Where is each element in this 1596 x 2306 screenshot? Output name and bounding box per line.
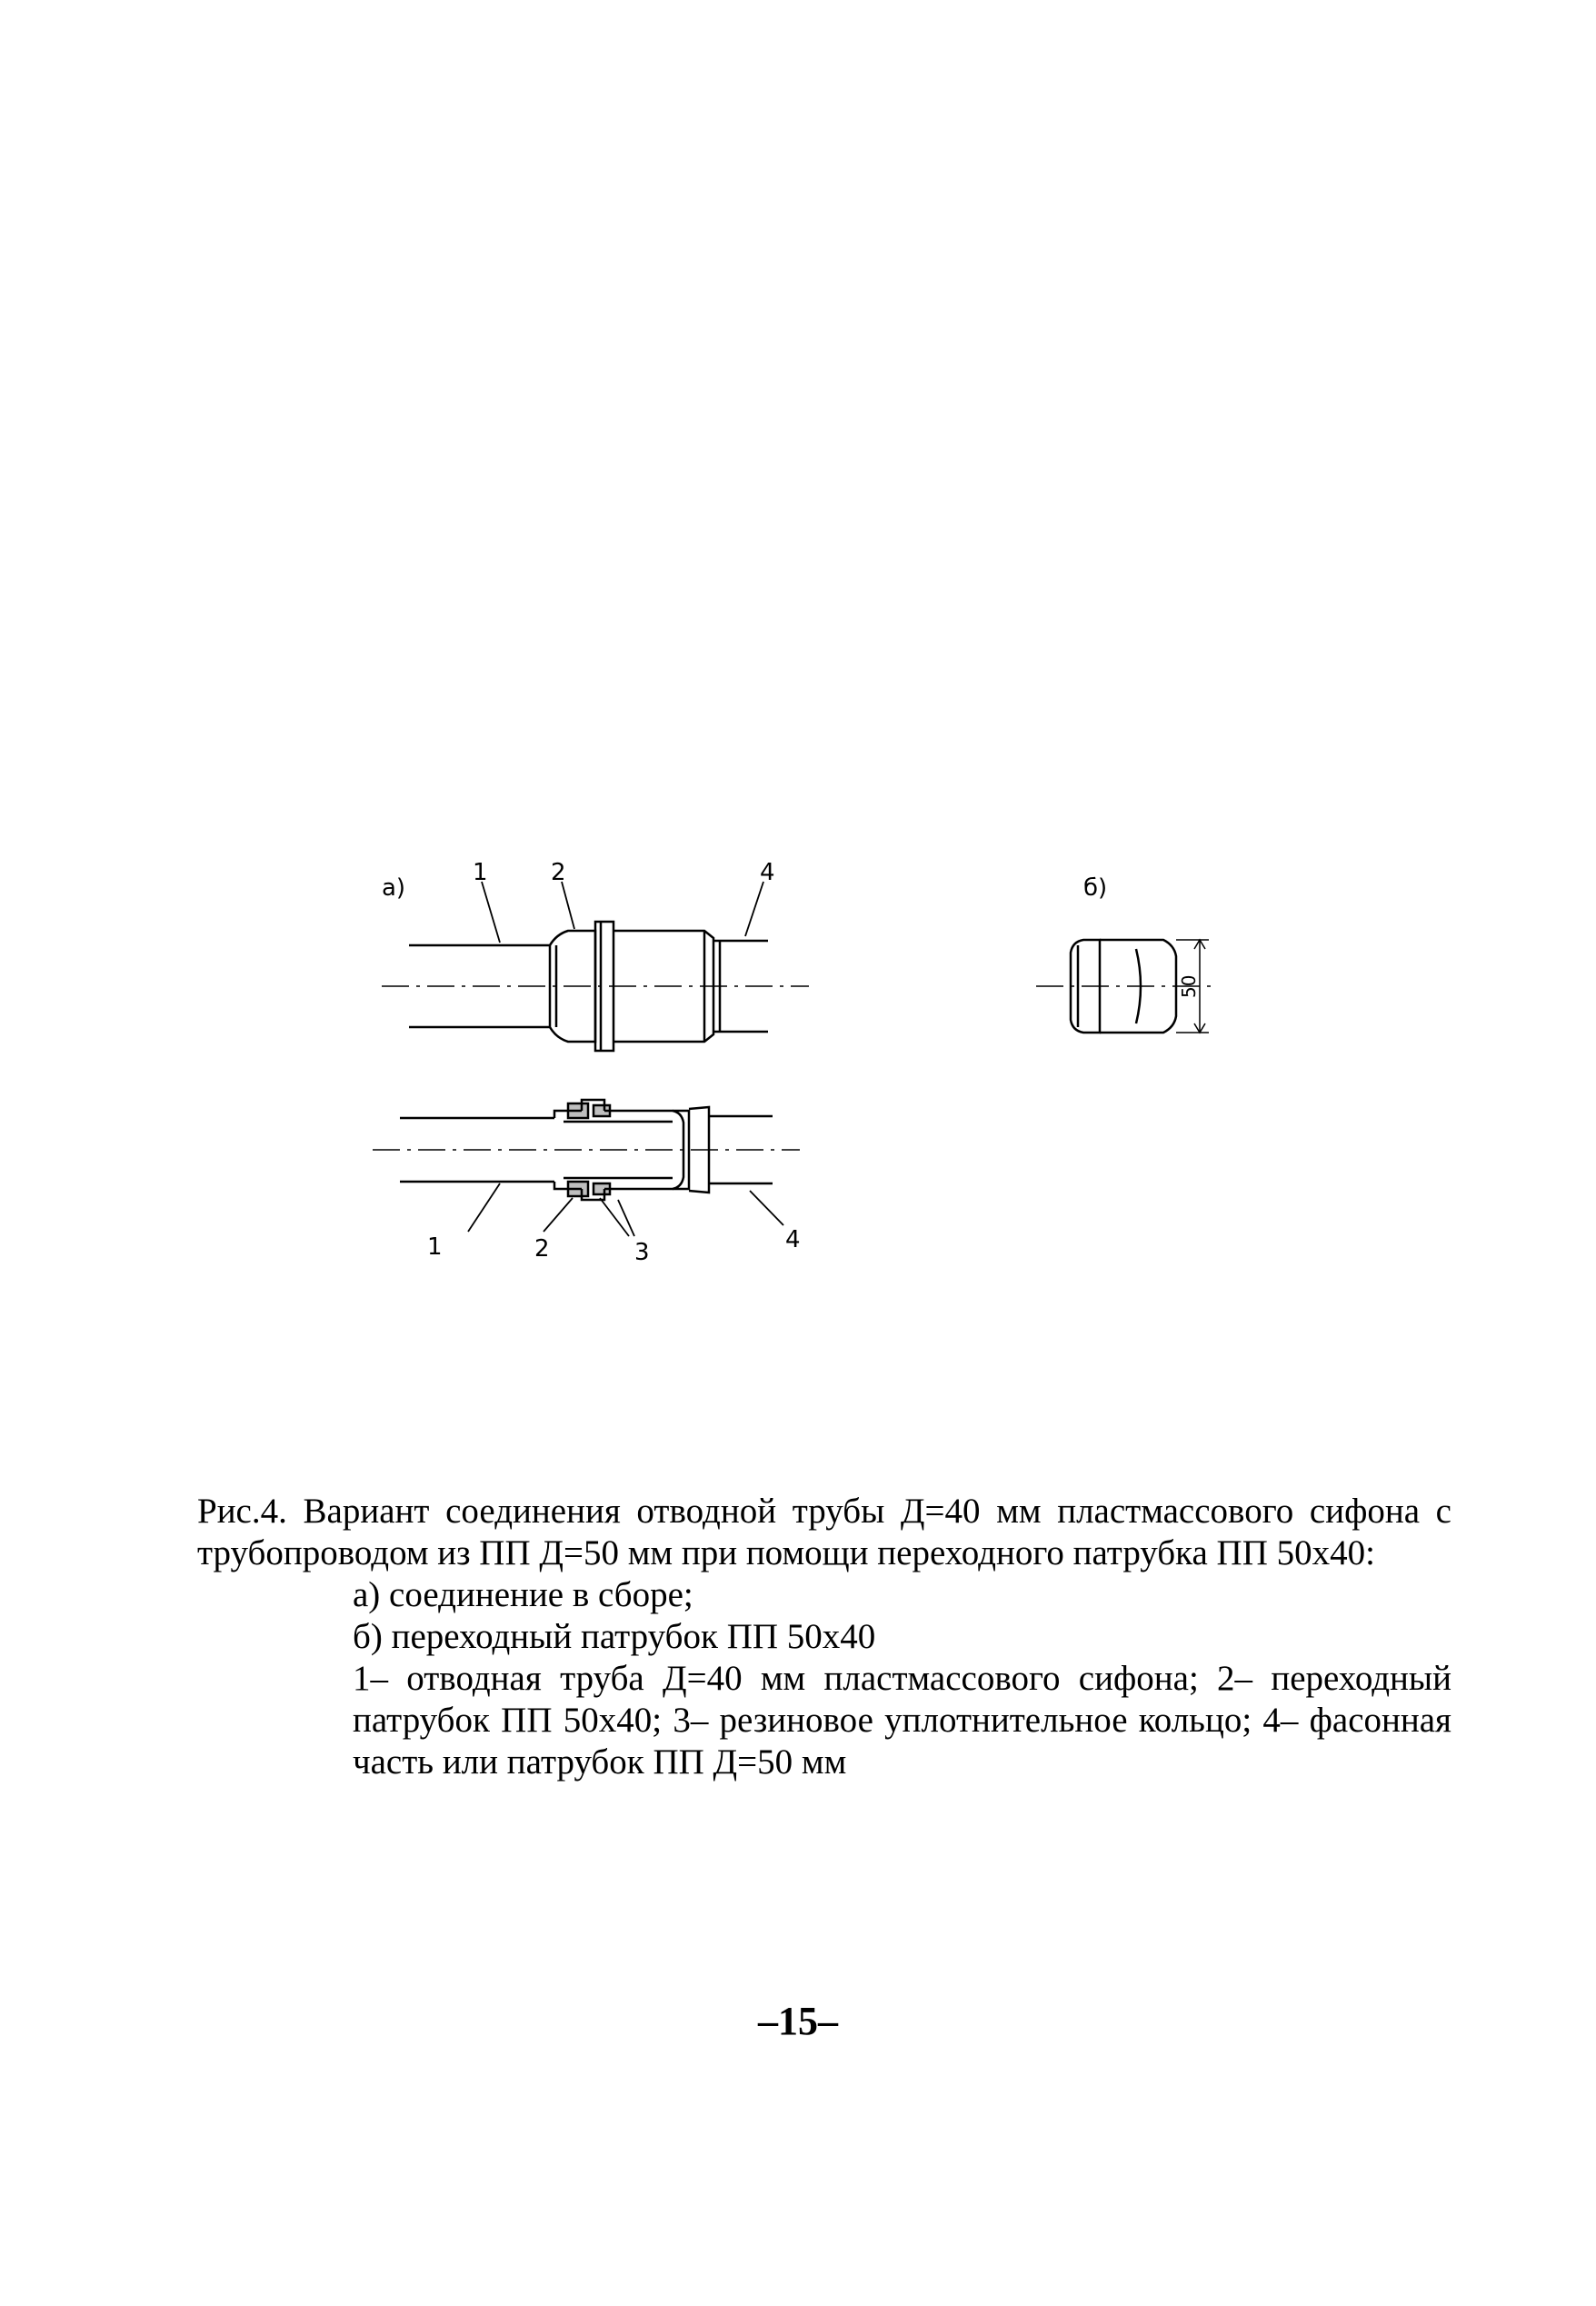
pipe-connection-drawing	[345, 854, 1309, 1300]
callout-4-bottom: 4	[785, 1226, 801, 1253]
figure-caption	[197, 1491, 1451, 1783]
caption-main: Рис.4. Вариант соединения отводной трубы Д=40 мм пластмассового сифона с трубопроводом из ПП Д=50 мм при помощи переходного патрубка ПП 50х40:	[197, 1492, 1451, 1572]
callout-1-bottom: 1	[427, 1233, 443, 1261]
callout-2-bottom: 2	[534, 1235, 550, 1263]
figure-4-drawing	[345, 854, 1309, 1300]
panel-a-label: а)	[382, 874, 406, 902]
dimension-label: 50	[1178, 974, 1200, 998]
page-number: –15–	[758, 1999, 838, 2043]
caption-item-b: б) переходный патрубок ПП 50х40	[353, 1617, 876, 1656]
callout-3-bottom: 3	[634, 1239, 650, 1266]
caption-items	[353, 1574, 1451, 1783]
caption-item-a: а) соединение в сборе;	[353, 1575, 693, 1614]
panel-b-label: б)	[1083, 874, 1108, 902]
callout-4-top: 4	[760, 859, 775, 886]
callout-2-top: 2	[551, 859, 566, 886]
callout-1-top: 1	[473, 859, 488, 886]
caption-legend: 1– отводная труба Д=40 мм пластмассового сифона; 2– переходный патрубок ПП 50х40; 3– резиновое уплотнительное кольцо; 4– фасонная часть или патрубок ПП Д=50 мм	[353, 1659, 1451, 1782]
